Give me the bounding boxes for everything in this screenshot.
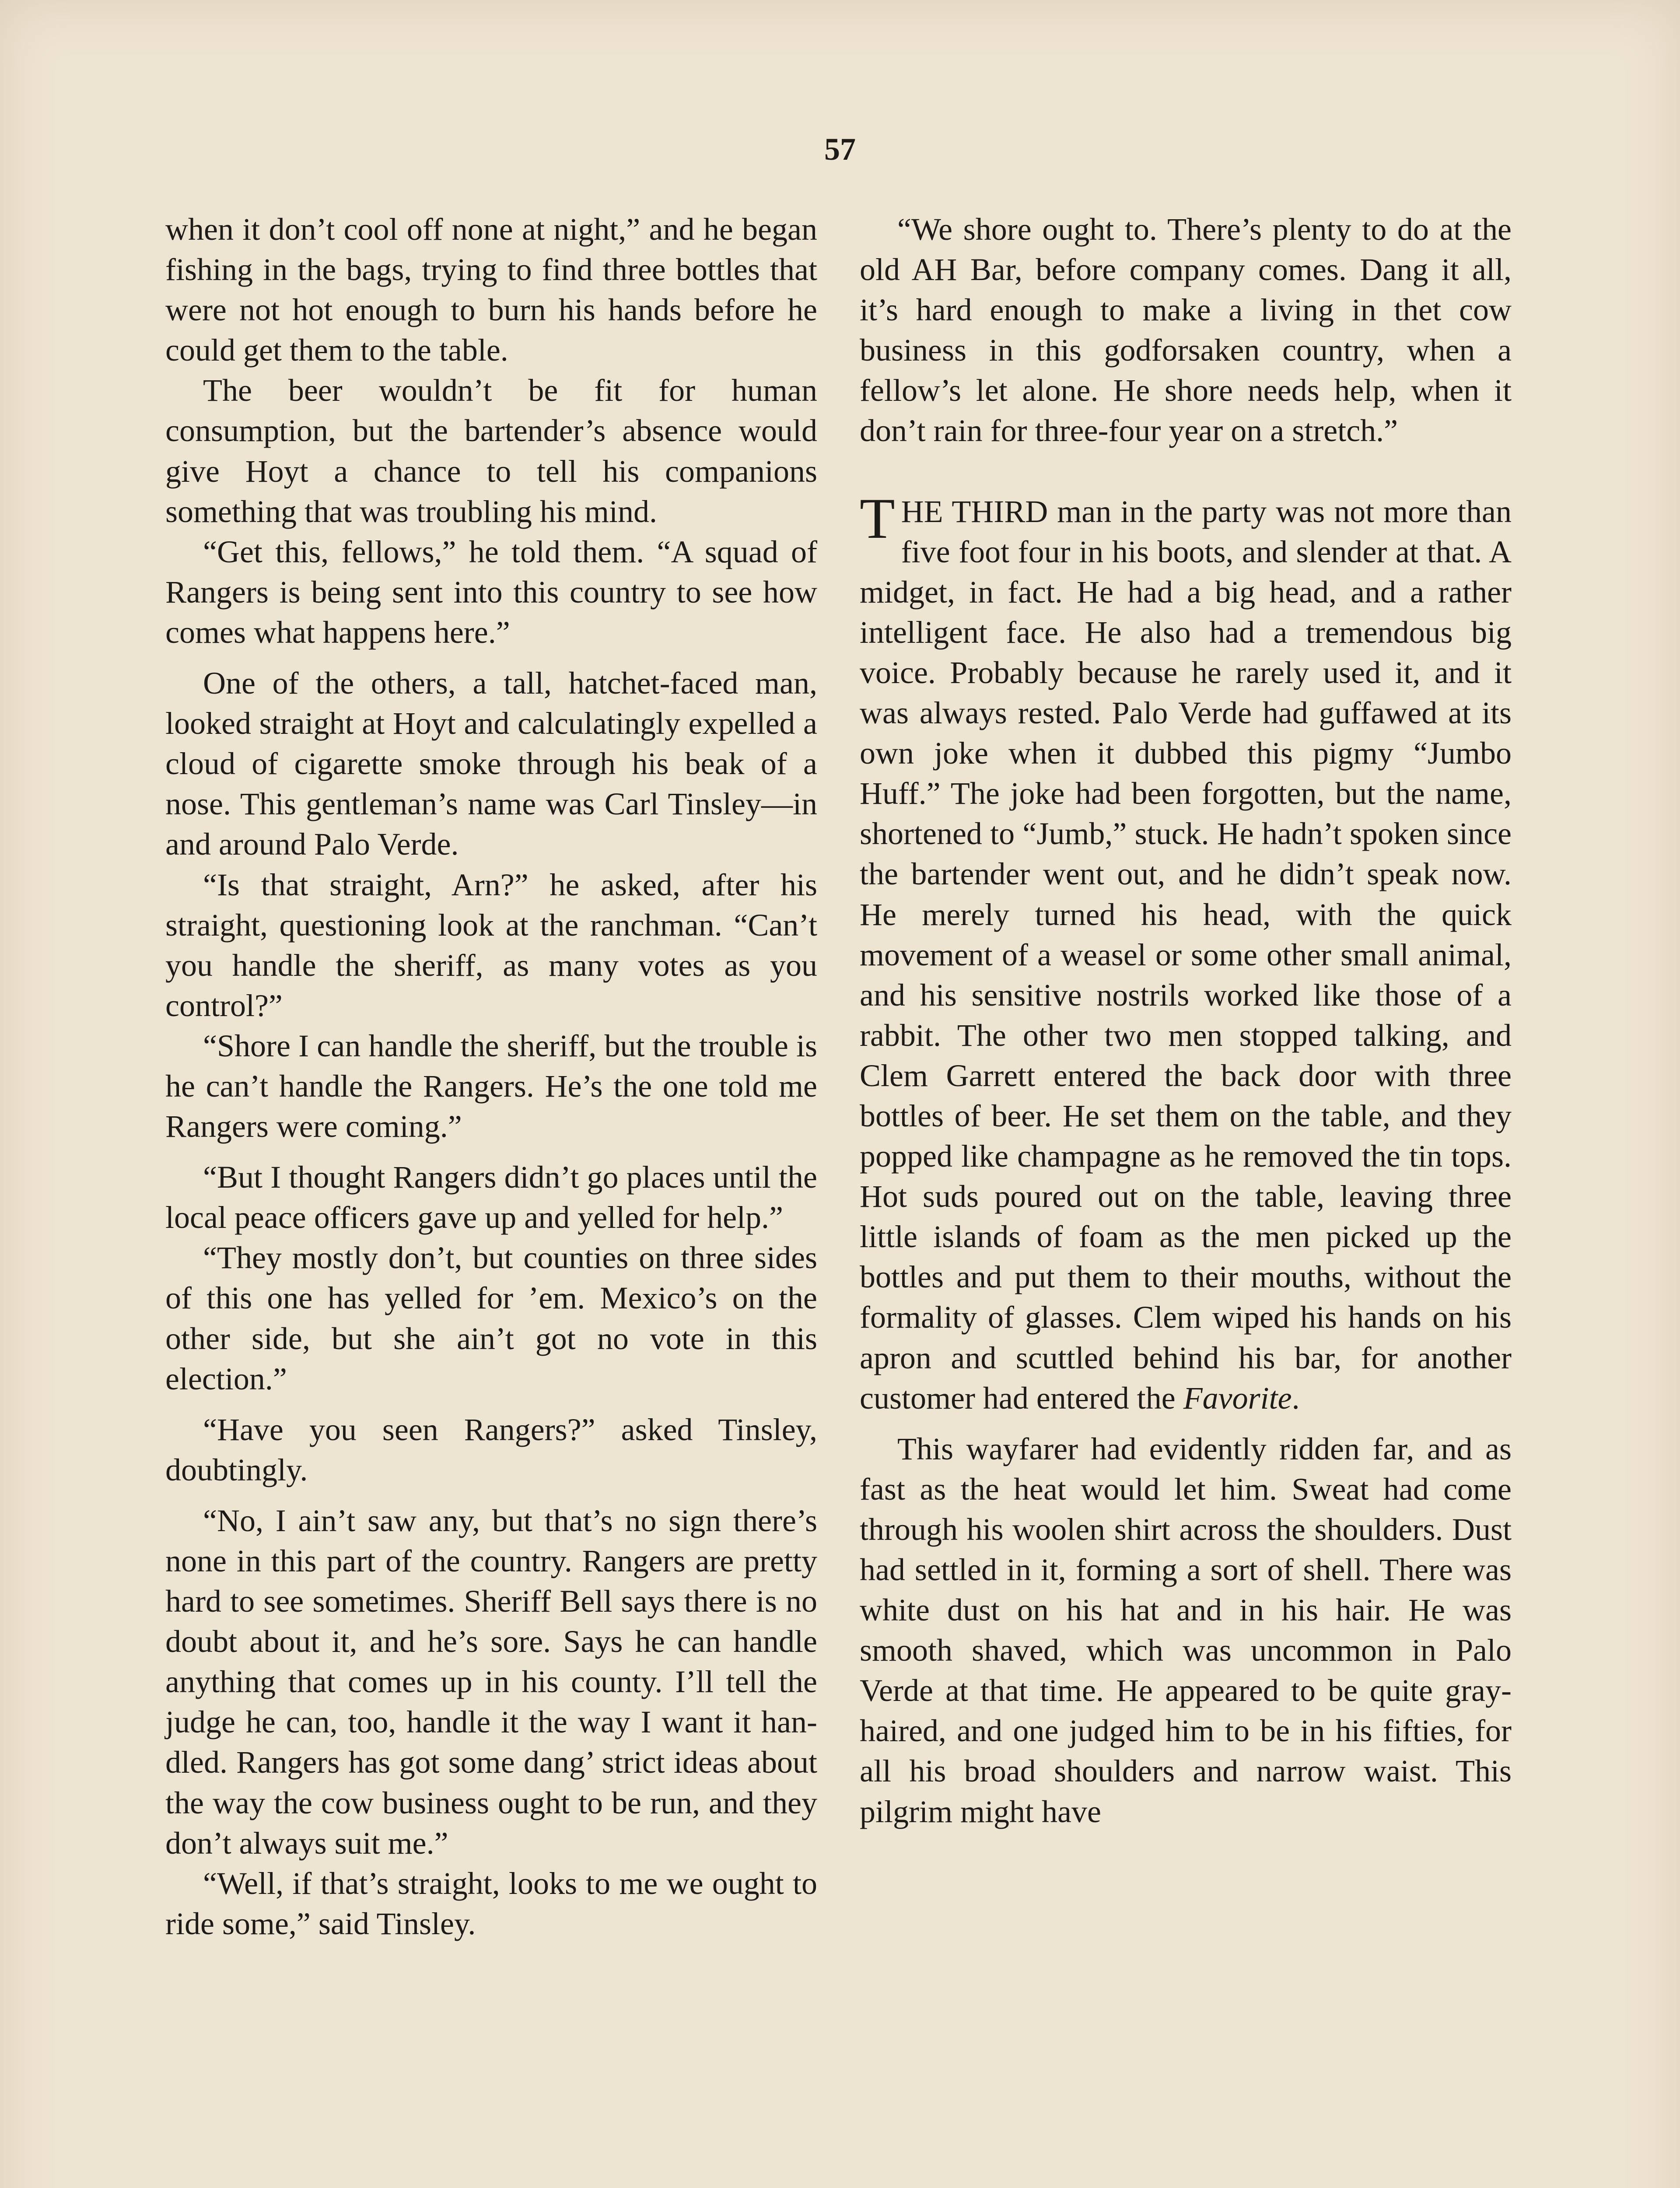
section-paragraph xyxy=(860,486,1512,1418)
paragraph: “We shore ought to. There’s plenty to do at the old AH Bar, before company comes. Dang it all, it’s hard enough to make a living in thet cow business in this godforsaken country, when a fellow’s let alone. He shore needs help, when it don’t rain for three-four year on a stretch.” xyxy=(860,212,1512,449)
paragraph: “But I thought Rangers didn’t go places until the local peace officers gave up and yelled for help.” xyxy=(165,1160,817,1235)
left-column xyxy=(165,209,817,1944)
paragraph: “Have you seen Rangers?” asked Tinsley, doubtingly. xyxy=(165,1412,817,1487)
paragraph: One of the others, a tall, hatchet-faced man, looked straight at Hoyt and calculatingly expelled a cloud of cigarette smoke through his beak of a nose. This gentleman’s name was Carl Tinsley—in and around Palo Verde. xyxy=(165,666,817,862)
paragraph: when it don’t cool off none at night,” and he began fishing in the bags, trying to find three bottles that were not hot enough to burn his hands before he could get them to the table. xyxy=(165,212,817,368)
page-number: 57 xyxy=(824,132,856,167)
paragraph: “No, I ain’t saw any, but that’s no sign there’s none in this part of the country. Rangers are pretty hard to see sometimes. Sheriff Bell says there is no doubt about it, and he’s sore. Says he can handle anything that comes up in his county. I’ll tell the judge he can, too, handle it the way I want it handled. Rangers has got some dang’ strict ideas about the way the cow business ought to be run, and they don’t always suit me.” xyxy=(165,1503,817,1861)
paragraph: The beer wouldn’t be fit for human consumption, but the bartender’s absence would give Hoyt a chance to tell his companions something that was troubling his mind. xyxy=(165,373,817,529)
paragraph: “Get this, fellows,” he told them. “A squad of Rangers is being sent into this country to see how comes what happens here.” xyxy=(165,534,817,650)
paragraph: This wayfarer had evidently ridden far, and as fast as the heat would let him. Sweat had come through his woolen shirt across the shoulders. Dust had settled in it, forming a sort of shell. There was white dust on his hat and in his hair. He was smooth shaved, which was uncommon in Palo Verde at that time. He appeared to be quite gray-haired, and one judged him to be in his fifties, for all his broad shoulders and narrow waist. This pilgrim might have xyxy=(860,1431,1512,1829)
paragraph-text: HE THIRD man in the party was not more than five foot four in his boots, and slender at that. A midget, in fact. He had a big head, and a rather intelligent face. He also had a tremendous big voice. Probably because he rarely used it, and it was always rested. Palo Verde had guffawed at its own joke when it dubbed this pigmy “Jumbo Huff.” The joke had been forgotten, but the name, shortened to “Jumb,” stuck. He hadn’t spoken since the bartender went out, and he didn’t speak now. He merely turned his head, with the quick movement of a weasel or some other small animal, and his sensitive nostrils worked like those of a rabbit. The other two men stopped talking, and Clem Garrett entered the back door with three bottles of beer. He set them on the table, and they popped like champagne as he removed the tin tops. Hot suds poured out on the table, leaving three little islands of foam as the men picked up the bottles and put them to their mouths, without the formality of glasses. Clem wiped his hands on his apron and scuttled behind his bar, for another customer had entered the xyxy=(860,494,1512,1416)
drop-cap: T xyxy=(860,486,895,551)
paragraph: “Is that straight, Arn?” he asked, after his straight, questioning look at the ranchman. “Can’t you handle the sheriff, as many votes as you control?” xyxy=(165,867,817,1023)
right-column xyxy=(860,209,1512,1832)
paragraph: “They mostly don’t, but counties on three sides of this one has yelled for ’em. Mexico’s on the other side, but she ain’t got no vote in this election.” xyxy=(165,1240,817,1396)
saloon-name: Favorite xyxy=(1183,1380,1292,1416)
paragraph: “Shore I can handle the sheriff, but the trouble is he can’t handle the Rangers. He’s the one told me Rangers were coming.” xyxy=(165,1028,817,1144)
paragraph-end: . xyxy=(1292,1380,1300,1416)
paragraph: “Well, if that’s straight, looks to me we ought to ride some,” said Tinsley. xyxy=(165,1865,817,1941)
